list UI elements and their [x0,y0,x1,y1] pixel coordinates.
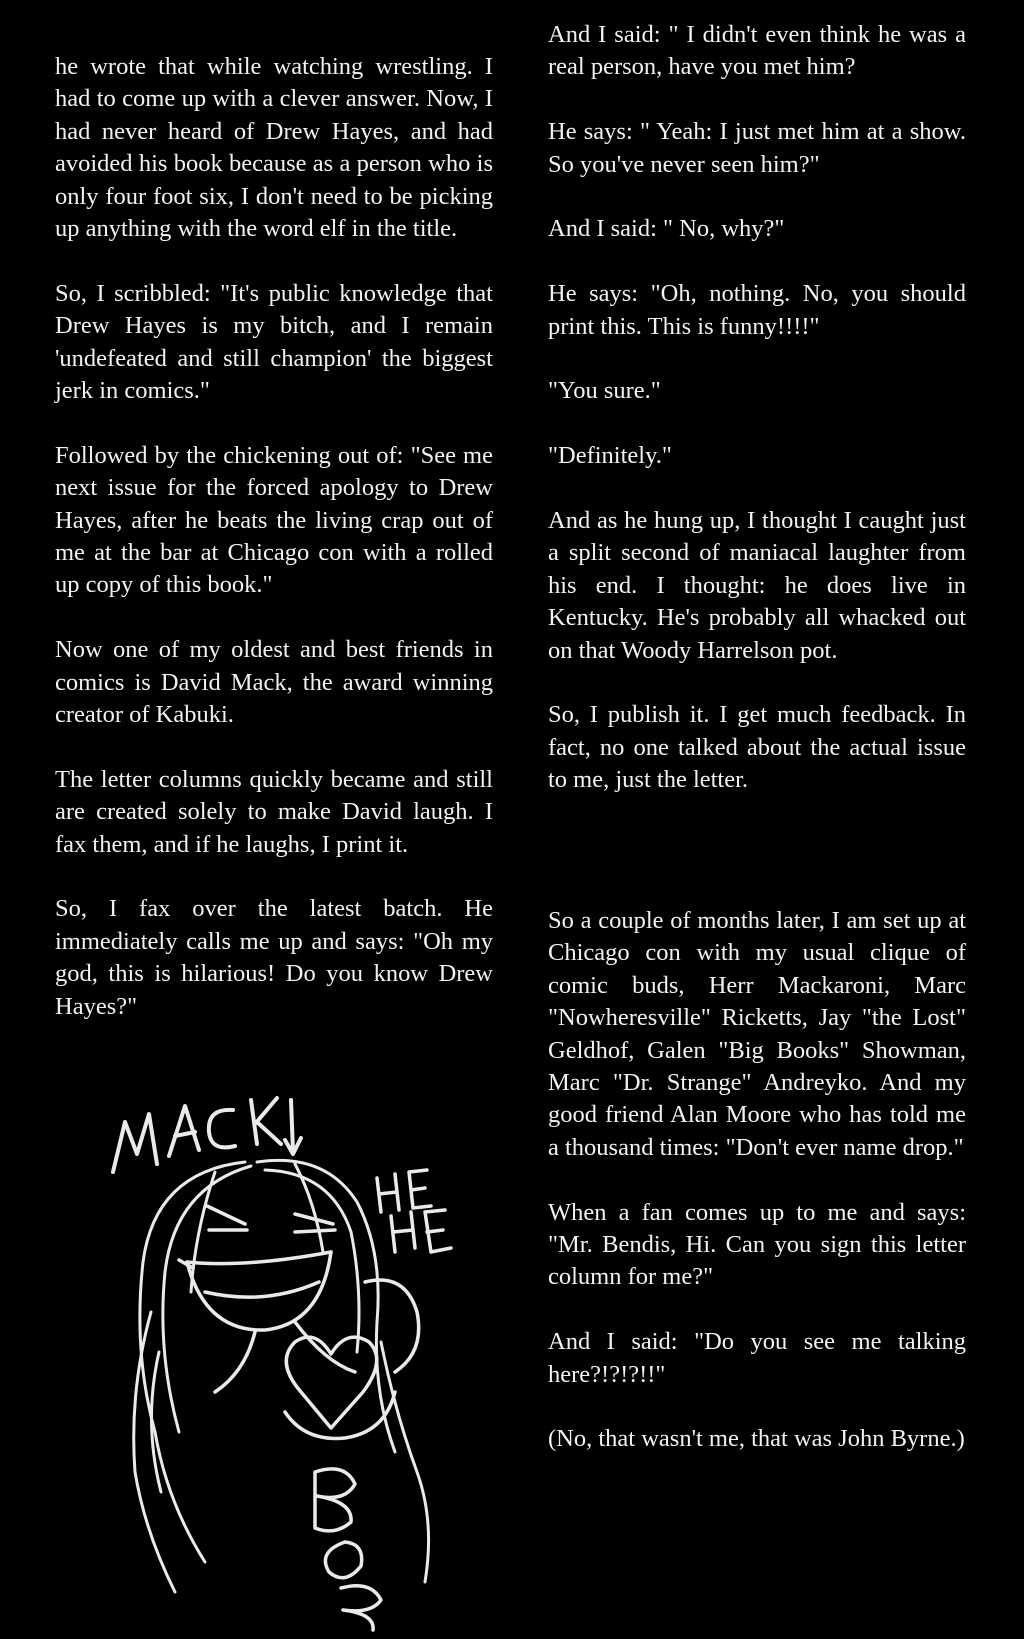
sketch-label-hehe [377,1170,451,1252]
column-gap [548,829,966,905]
paragraph: So, I scribbled: "It's public knowledge that Drew Hayes is my bitch, and I remain 'undefeated and still champion' the biggest jerk in comics." [55,279,493,405]
right-column [548,19,966,1488]
paragraph: The letter columns quickly became and still are created solely to make David laugh. I fax them, and if he laughs, I print it. [55,765,493,858]
paragraph: He says: " Yeah: I just met him at a show. So you've never seen him?" [548,118,966,178]
paragraph: And as he hung up, I thought I caught just a split second of maniacal laughter from his end. I thought: he does live in Kentucky. He's probably all whacked out on that Woody Harrelson pot. [548,507,966,664]
paragraph: So, I publish it. I get much feedback. In fact, no one talked about the actual issue to me, just the letter. [548,701,966,794]
paragraph: (No, that wasn't me, that was John Byrne.) [548,1425,965,1453]
paragraph: And I said: " No, why?" [548,215,785,243]
paragraph: He says: "Oh, nothing. No, you should print this. This is funny!!!!" [548,280,966,340]
paragraph: Followed by the chickening out of: "See me next issue for the forced apology to Drew Hayes, after he beats the living crap out of me at the bar at Chicago con with a rolled up copy of this book." [55,441,493,599]
paragraph: And I said: " I didn't even think he was a real person, have you met him? [548,21,966,81]
paragraph: he wrote that while watching wrestling. I had to come up with a clever answer. Now, I had never heard of Drew Hayes, and had avoided his book because as a person who is only four foot six, I don't need to be picking up anything with the word elf in the title. [55,53,493,243]
paragraph: "Definitely." [548,442,672,470]
sketch-hair [134,1160,429,1592]
chalk-portrait-icon [95,1092,495,1632]
paragraph: So, I fax over the latest batch. He immediately calls me up and says: "Oh my god, this is hilarious! Do you know Drew Hayes?" [55,895,493,1020]
sketch-label-bob [315,1469,381,1630]
paragraph: So a couple of months later, I am set up at Chicago con with my usual clique of comic buds, Herr Mackaroni, Marc "Nowheresville" Ricketts, Jay "the Lost" Geldhof, Galen "Big Books" Showman, Marc "Dr. Strange" Andreyko. And my good friend Alan Moore who has told me a thousand times: "Don't ever name drop." [548,907,966,1161]
paragraph: When a fan comes up to me and says: "Mr. Bendis, Hi. Can you sign this letter column for me?" [548,1198,966,1291]
paragraph: And I said: "Do you see me talking here?!?!?!!" [548,1328,966,1388]
paragraph: Now one of my oldest and best friends in comics is David Mack, the award winning creator of Kabuki. [55,636,493,729]
paragraph: "You sure." [548,377,661,405]
left-column [55,51,493,1056]
sketch-face [179,1206,355,1392]
